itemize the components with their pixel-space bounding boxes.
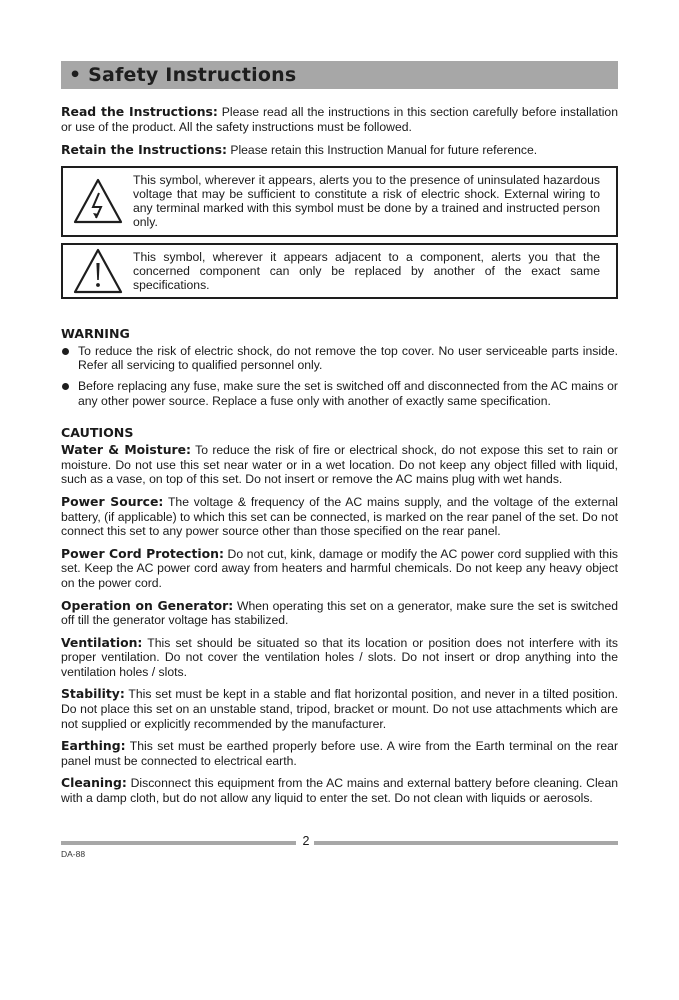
safety-instructions-page bbox=[61, 61, 618, 806]
bullet-icon bbox=[62, 383, 69, 390]
caution-ventilation bbox=[61, 636, 618, 680]
caution-label: Earthing: bbox=[61, 738, 126, 754]
page-number: 2 bbox=[302, 834, 310, 848]
caution-text: Disconnect this equipment from the AC mains and external battery before cleaning. Clean with a damp cloth, but do not allow any liquid to enter the set. Do not clean with liquids or aerosols. bbox=[61, 776, 619, 806]
component-symbol-box bbox=[61, 243, 618, 299]
caution-water-moisture bbox=[61, 443, 618, 487]
section-title-bar bbox=[61, 61, 618, 89]
lightning-triangle-icon bbox=[72, 177, 124, 225]
page-footer bbox=[61, 834, 618, 850]
caution-earthing bbox=[61, 739, 618, 768]
read-instructions-paragraph bbox=[61, 105, 618, 134]
warning-item bbox=[61, 344, 618, 373]
caution-text: Do not cut, kink, damage or modify the AC power cord supplied with this set. Keep the AC power cord away from heaters and harmful chemicals. Do not keep any heavy object on the power cord. bbox=[61, 546, 619, 590]
caution-stability bbox=[61, 687, 618, 731]
electric-shock-symbol-text: This symbol, wherever it appears, alerts you to the presence of uninsulated hazardous voltage that may be sufficient to constitute a risk of electric shock. External wiring to any terminal marked with this symbol must be done by a trained and instructed person only. bbox=[133, 173, 600, 230]
caution-power-cord-protection bbox=[61, 547, 618, 591]
caution-cleaning bbox=[61, 776, 618, 805]
caution-label: Stability: bbox=[61, 686, 125, 702]
footer-rule-left bbox=[61, 841, 296, 845]
caution-label: Power Source: bbox=[61, 493, 164, 509]
warning-heading: WARNING bbox=[61, 325, 130, 341]
footer-rule-right bbox=[314, 841, 618, 845]
bullet-icon bbox=[62, 348, 69, 355]
caution-text: When operating this set on a generator, make sure the set is switched off till the generator voltage has stabilized. bbox=[61, 598, 619, 628]
section-title: • Safety Instructions bbox=[69, 64, 297, 86]
retain-instructions-label: Retain the Instructions: bbox=[61, 142, 227, 158]
warning-item-text: Before replacing any fuse, make sure the set is switched off and disconnected from the AC mains or any other power source. Replace a fuse only with another of exactly same specification. bbox=[78, 378, 618, 408]
caution-text: This set must be kept in a stable and flat horizontal position, and never in a tilted position. Do not place this set on an unstable stand, tripod, bracket or mount. Do not use attachments which are not supplied or explicitly recommended by the manufacturer. bbox=[61, 687, 619, 731]
caution-text: This set must be earthed properly before use. A wire from the Earth terminal on the rear panel must be connected to electrical earth. bbox=[61, 739, 618, 768]
component-symbol-text: This symbol, wherever it appears adjacent to a component, alerts you that the concerned component can only be replaced by another of the exact same specifications. bbox=[133, 249, 600, 292]
cautions-heading: CAUTIONS bbox=[61, 425, 134, 441]
read-instructions-text: Please read all the instructions in this section carefully before installation or use of the product. All the safety instructions must be followed. bbox=[61, 105, 618, 134]
exclamation-triangle-icon bbox=[72, 247, 124, 295]
caution-label: Operation on Generator: bbox=[61, 597, 234, 613]
caution-label: Ventilation: bbox=[61, 634, 143, 650]
electric-shock-symbol-box bbox=[61, 166, 618, 237]
caution-label: Cleaning: bbox=[61, 775, 127, 791]
warning-item bbox=[61, 379, 618, 408]
caution-text: This set should be situated so that its location or position does not interfere with its proper ventilation. Do not cover the ventilation holes / slots. Do not insert or drop anything into the ventilation holes / slots. bbox=[61, 635, 618, 679]
read-instructions-label: Read the Instructions: bbox=[61, 104, 218, 119]
caution-label: Water & Moisture: bbox=[61, 442, 192, 458]
retain-instructions-text: Please retain this Instruction Manual for future reference. bbox=[230, 143, 538, 158]
caution-text: To reduce the risk of fire or electrical shock, do not expose this set to rain or moisture. Do not use this set near water or in a wet location. Do not keep any object filled with liquid, such as a vase, on top of this set. Do not insert or remove the AC mains plug with wet hands. bbox=[61, 443, 618, 487]
warning-list bbox=[61, 344, 618, 408]
caution-text: The voltage & frequency of the AC mains supply, and the voltage of the external battery, (if applicable) to which this set can be connected, is marked on the rear panel of the set. Do not connect this set to any power source other than those specified on the rear panel. bbox=[61, 494, 618, 539]
retain-instructions-paragraph bbox=[61, 143, 618, 158]
model-number: DA-88 bbox=[61, 849, 86, 859]
caution-power-source bbox=[61, 495, 618, 539]
warning-item-text: To reduce the risk of electric shock, do not remove the top cover. No user serviceable parts inside. Refer all servicing to qualified personnel only. bbox=[78, 343, 618, 373]
caution-label: Power Cord Protection: bbox=[61, 545, 224, 561]
caution-operation-on-generator bbox=[61, 599, 618, 628]
